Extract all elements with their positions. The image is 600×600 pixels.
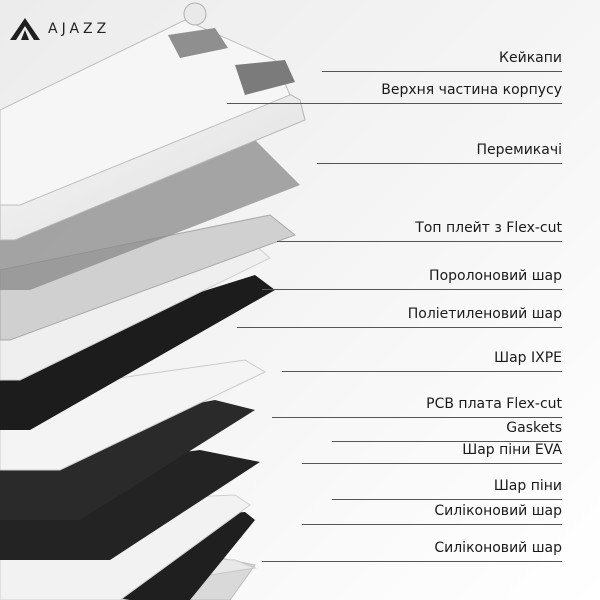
layer-label-10: Шар піни EVA (462, 442, 562, 458)
layer-label-5: Поролоновий шар (429, 268, 562, 284)
layer-label-3: Перемикачі (476, 142, 562, 158)
layer-label-9: Gaskets (506, 420, 562, 436)
leader-line-12 (302, 524, 562, 525)
layer-label-1: Кейкапи (499, 50, 562, 66)
layer-label-11: Шар піни (493, 478, 562, 494)
leader-line-13 (262, 561, 562, 562)
layer-label-13: Силіконовий шар (434, 540, 562, 556)
leader-line-8 (272, 417, 562, 418)
layer-label-6: Поліетиленовий шар (407, 306, 562, 322)
leader-line-2 (227, 103, 562, 104)
leader-line-4 (277, 241, 562, 242)
leader-line-11 (332, 499, 562, 500)
ajazz-logo-icon (10, 18, 40, 40)
brand-logo-text: AJAZZ (48, 21, 111, 37)
layer-label-4: Топ плейт з Flex-cut (415, 220, 562, 236)
layer-label-7: Шар IXPE (494, 350, 562, 366)
leader-line-6 (237, 327, 562, 328)
leader-line-5 (262, 289, 562, 290)
layer-label-12: Силіконовий шар (434, 503, 562, 519)
brand-logo (10, 18, 110, 40)
leader-line-7 (282, 371, 562, 372)
leader-line-3 (317, 163, 562, 164)
layer-label-8: PCB плата Flex-cut (426, 396, 562, 412)
layer-label-2: Верхня частина корпусу (381, 82, 562, 98)
knob[interactable] (184, 3, 206, 25)
leader-line-10 (302, 463, 562, 464)
leader-line-1 (322, 71, 562, 72)
